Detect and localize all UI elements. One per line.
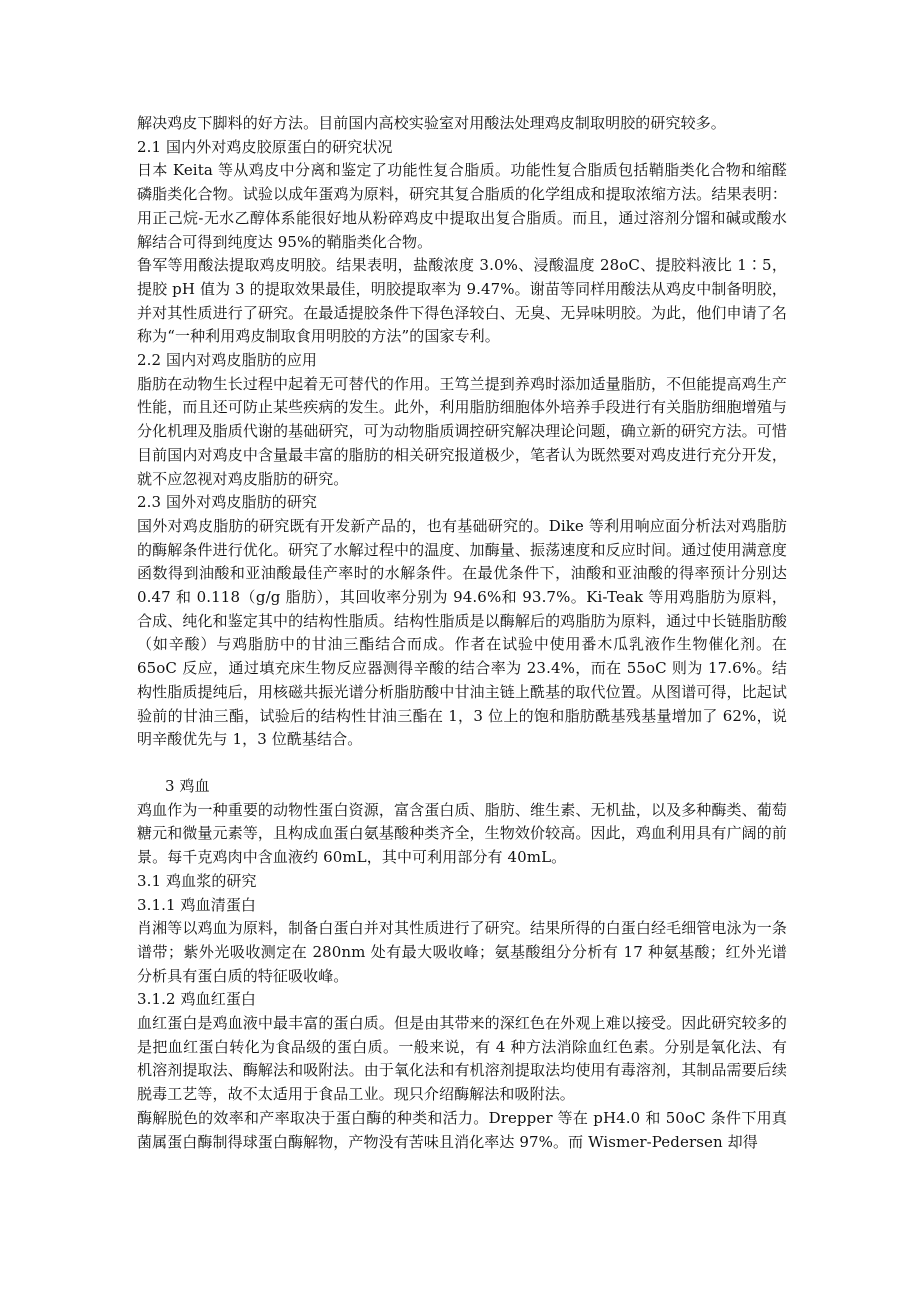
subsection-heading: 3.1.2 鸡血红蛋白 <box>137 990 257 1009</box>
subsection-heading: 3.1.1 鸡血清蛋白 <box>137 895 257 914</box>
section-heading: 2.2 国内对鸡皮脂肪的应用 <box>137 351 318 370</box>
paragraph: 酶解脱色的效率和产率取决于蛋白酶的种类和活力。Drepper 等在 pH4.0 和 50oC 条件下用真菌属蛋白酶制得球蛋白酶解物，产物没有苦味且消化率达 97%。而 Wismer-Pedersen 却得 <box>137 1108 787 1151</box>
paragraph: 鸡血作为一种重要的动物性蛋白资源，富含蛋白质、脂肪、维生素、无机盐，以及多种酶类、葡萄糖元和微量元素等，且构成血蛋白氨基酸种类齐全，生物效价较高。因此，鸡血利用具有广阔的前景。每千克鸡肉中含血液约 60mL，其中可利用部分有 40mL。 <box>137 800 787 867</box>
paragraph: 肖湘等以鸡血为原料，制备白蛋白并对其性质进行了研究。结果所得的白蛋白经毛细管电泳为一条谱带；紫外光吸收测定在 280nm 处有最大吸收峰；氨基酸组分分析有 17 种氨基酸；红外光谱分析具有蛋白质的特征吸收峰。 <box>137 919 787 985</box>
paragraph: 脂肪在动物生长过程中起着无可替代的作用。王笃兰提到养鸡时添加适量脂肪，不但能提高鸡生产性能，而且还可防止某些疾病的发生。此外，利用脂肪细胞体外培养手段进行有关脂肪细胞增殖与分化机理及脂质代谢的基础研究，可为动物脂质调控研究解决理论问题，确立新的研究方法。可惜目前国内对鸡皮中含量最丰富的脂肪的相关研究报道极少，笔者认为既然要对鸡皮进行充分开发，就不应忽视对鸡皮脂肪的研究。 <box>137 374 787 488</box>
section-heading: 2.1 国内外对鸡皮胶原蛋白的研究状况 <box>137 137 393 156</box>
section-heading: 3.1 鸡血浆的研究 <box>137 871 257 890</box>
paragraph: 国外对鸡皮脂肪的研究既有开发新产品的，也有基础研究的。Dike 等利用响应面分析法对鸡脂肪的酶解条件进行优化。研究了水解过程中的温度、加酶量、振荡速度和反应时间。通过使用满意度函数得到油酸和亚油酸最佳产率时的水解条件。在最优条件下，油酸和亚油酸的得率预计分别达 0.47 和 0.118（g/g 脂肪），其回收率分别为 94.6%和 93.7%。Ki-Teak 等用鸡脂肪为原料，合成、纯化和鉴定其中的结构性脂质。结构性脂质是以酶解后的鸡脂肪为原料，通过中长链脂肪酸（如辛酸）与鸡脂肪中的甘油三酯结合而成。作者在试验中使用番木瓜乳液作生物催化剂。在 65oC 反应，通过填充床生物反应器测得辛酸的结合率为 23.4%，而在 55oC 则为 17.6%。结构性脂质提纯后，用核磁共振光谱分析脂肪酸中甘油主链上酰基的取代位置。从图谱可得，比起试验前的甘油三酯，试验后的结构性甘油三酯在 1，3 位上的饱和脂肪酰基残基量增加了 62%，说明辛酸优先与 1，3 位酰基结合。 <box>137 516 787 749</box>
blank-line <box>137 752 787 775</box>
paragraph: 解决鸡皮下脚料的好方法。目前国内高校实验室对用酸法处理鸡皮制取明胶的研究较多。 <box>137 114 726 132</box>
document-body <box>137 112 787 1154</box>
paragraph: 日本 Keita 等从鸡皮中分离和鉴定了功能性复合脂质。功能性复合脂质包括鞘脂类化合物和缩醛磷脂类化合物。试验以成年蛋鸡为原料，研究其复合脂质的化学组成和提取浓缩方法。结果表明：用正己烷-无水乙醇体系能很好地从粉碎鸡皮中提取出复合脂质。而且，通过溶剂分馏和碱或酸水解结合可得到纯度达 95%的鞘脂类化合物。 <box>137 161 787 251</box>
section-heading: 2.3 国外对鸡皮脂肪的研究 <box>137 493 318 512</box>
paragraph: 血红蛋白是鸡血液中最丰富的蛋白质。但是由其带来的深红色在外观上难以接受。因此研究较多的是把血红蛋白转化为食品级的蛋白质。一般来说，有 4 种方法消除血红色素。分别是氧化法、有机溶剂提取法、酶解法和吸附法。由于氧化法和有机溶剂提取法均使用有毒溶剂，其制品需要后续脱毒工艺等，故不太适用于食品工业。现只介绍酶解法和吸附法。 <box>137 1014 787 1104</box>
paragraph: 鲁军等用酸法提取鸡皮明胶。结果表明，盐酸浓度 3.0%、浸酸温度 28oC、提胶料液比 1∶5，提胶 pH 值为 3 的提取效果最佳，明胶提取率为 9.47%。谢苗等同样用酸法从鸡皮中制备明胶，并对其性质进行了研究。在最适提胶条件下得色泽较白、无臭、无异味明胶。为此，他们申请了名称为“一种利用鸡皮制取食用明胶的方法”的国家专利。 <box>137 256 787 346</box>
chapter-heading: 3 鸡血 <box>165 776 210 795</box>
